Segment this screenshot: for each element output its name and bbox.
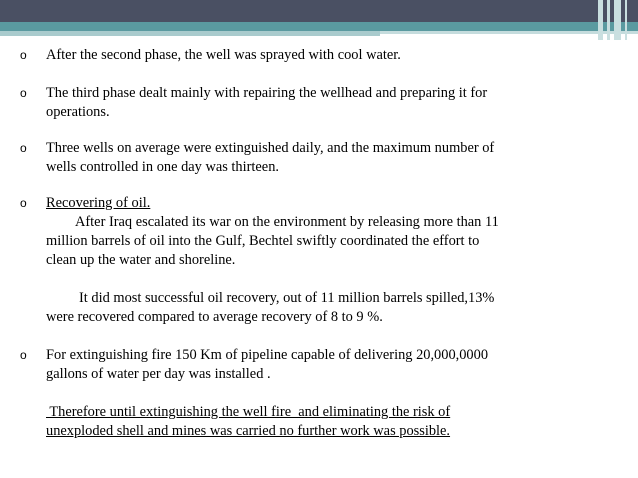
bullet-item-wells-extinguished	[20, 139, 620, 177]
paragraph-oil-recovery	[20, 289, 620, 327]
text-line: For extinguishing fire 150 Km of pipeline capable of delivering 20,000,0000	[46, 347, 489, 363]
text-line: unexploded shell and mines was carried no further work was possible.	[46, 423, 451, 439]
slide-body	[20, 46, 620, 441]
bullet-marker: o	[20, 86, 27, 100]
bullet-marker: o	[20, 48, 27, 62]
text-line: After the second phase, the well was sprayed with cool water.	[46, 47, 401, 63]
header-stripe	[625, 0, 627, 40]
text-line: It did most successful oil recovery, out of 11 million barrels spilled,13%	[79, 290, 495, 306]
paragraph-conclusion	[20, 403, 620, 441]
bullet-marker: o	[20, 141, 27, 155]
section-heading: Recovering of oil.	[46, 195, 151, 211]
text-line: Therefore until extinguishing the well fire and eliminating the risk of	[46, 404, 451, 420]
header-pale-bar	[0, 31, 380, 36]
header-stripe	[607, 0, 610, 40]
text-line: clean up the water and shoreline.	[46, 252, 236, 268]
bullet-item-third-phase	[20, 84, 620, 122]
header-stripe	[614, 0, 621, 40]
text-line: After Iraq escalated its war on the environment by releasing more than 11	[75, 214, 499, 230]
bullet-marker: o	[20, 196, 27, 210]
text-line: gallons of water per day was installed .	[46, 366, 271, 382]
bullet-item-recovering-oil	[20, 194, 620, 270]
bullet-item-second-phase	[20, 46, 620, 65]
header-stripe	[598, 0, 603, 40]
bullet-item-pipeline	[20, 346, 620, 384]
header-dark-bar	[0, 0, 638, 22]
text-line: were recovered compared to average recovery of 8 to 9 %.	[46, 309, 383, 325]
text-line: The third phase dealt mainly with repairing the wellhead and preparing it for	[46, 85, 488, 101]
text-line: wells controlled in one day was thirteen.	[46, 159, 279, 175]
bullet-marker: o	[20, 348, 27, 362]
text-line: million barrels of oil into the Gulf, Bechtel swiftly coordinated the effort to	[46, 233, 480, 249]
text-line: Three wells on average were extinguished daily, and the maximum number of	[46, 140, 495, 156]
header-teal-bar	[0, 22, 638, 31]
slide-header-band	[0, 0, 638, 44]
text-line: operations.	[46, 104, 110, 120]
